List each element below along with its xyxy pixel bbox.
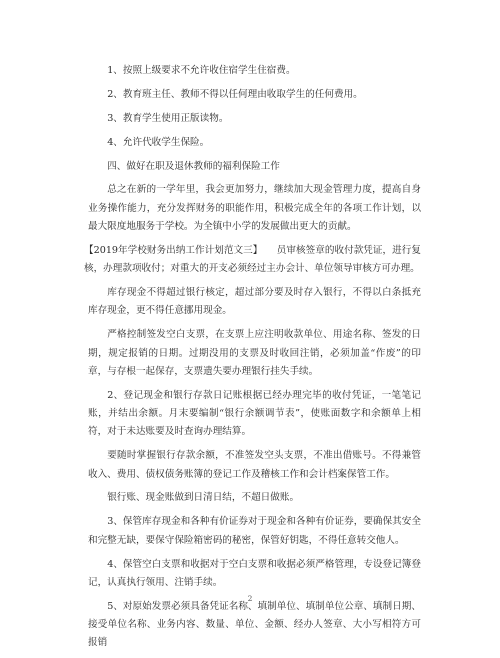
paragraph-rule-2: 2、教育班主任、教师不得以任何理由收取学生的任何费用。 (107, 88, 363, 100)
paragraph-rule-1: 1、按照上级要求不允许收住宿学生住宿费。 (107, 65, 296, 76)
paragraph-invoices: 5、对原始发票必须具备凭证名称、填制单位、填制单位公章、填制日期、接受单位名称、业务内容、数量、单位、金额、经办人签章、大小写相符方可报销 (88, 600, 421, 649)
paragraph-summary: 总之在新的一学年里，我会更加努力，继续加大现金管理力度，提高自身业务操作能力，充分发挥财务的职能作用，积极完成全年的各项工作计划，以最大限度地服务于学校。为全镇中小学的发展做出更大的贡献。 (88, 184, 421, 233)
section-heading-welfare: 四、做好在职及退休教师的福利保险工作 (107, 160, 280, 172)
paragraph-daily-close: 银行账、现金账做到日清日结，不超日做账。 (107, 492, 300, 504)
paragraph-journal: 2、登记现金和银行存款日记账根据已经办理完毕的收付凭证，一笔笔记账，并结出余额。月末要编制“银行余额调节表”，使账面数字和余额单上相符，对于未达账要及时查询办理结算。 (88, 389, 421, 438)
paragraph-rule-4: 4、允许代收学生保险。 (107, 136, 210, 148)
paragraph-bank-balance: 要随时掌握银行存款余额，不准签发空头支票，不准出借账号。不得兼管收入、费用、债权债务账簿的登记工作及稽核工作和会计档案保管工作。 (88, 450, 421, 480)
paragraph-safekeeping: 3、保管库存现金和各种有价证券对于现金和各种有价证券，要确保其安全和完整无缺，要保守保险箱密码的秘密，保管好钥匙，不得任意转交他人。 (88, 516, 421, 546)
paragraph-blank-cheques: 严格控制签发空白支票，在支票上应注明收款单位、用途名称、签发的日期，规定报销的日期。过期没用的支票及时收回注销，必须加盖“作废”的印章，与存根一起保存，支票遗失要办理银行挂失手续。 (88, 329, 421, 377)
page-number: 2 (247, 594, 253, 603)
paragraph-receipts: 4、保管空白支票和收据对于空白支票和收据必须严格管理，专设登记簿登记，认真执行领用、注销手续。 (88, 558, 421, 588)
paragraph-sample-three: 【2019年学校财务出纳工作计划范文三】 员审核签章的收付款凭证，进行复核，办理款项收付；对重大的开支必须经过主办会计、单位领导审核方可办理。 (84, 244, 421, 275)
paragraph-rule-3: 3、教育学生使用正版读物。 (107, 112, 229, 124)
paragraph-cash-limit: 库存现金不得超过银行核定，超过部分要及时存入银行，不得以白条抵充库存现金，更不得任意挪用现金。 (88, 287, 421, 317)
document-body (84, 62, 421, 658)
